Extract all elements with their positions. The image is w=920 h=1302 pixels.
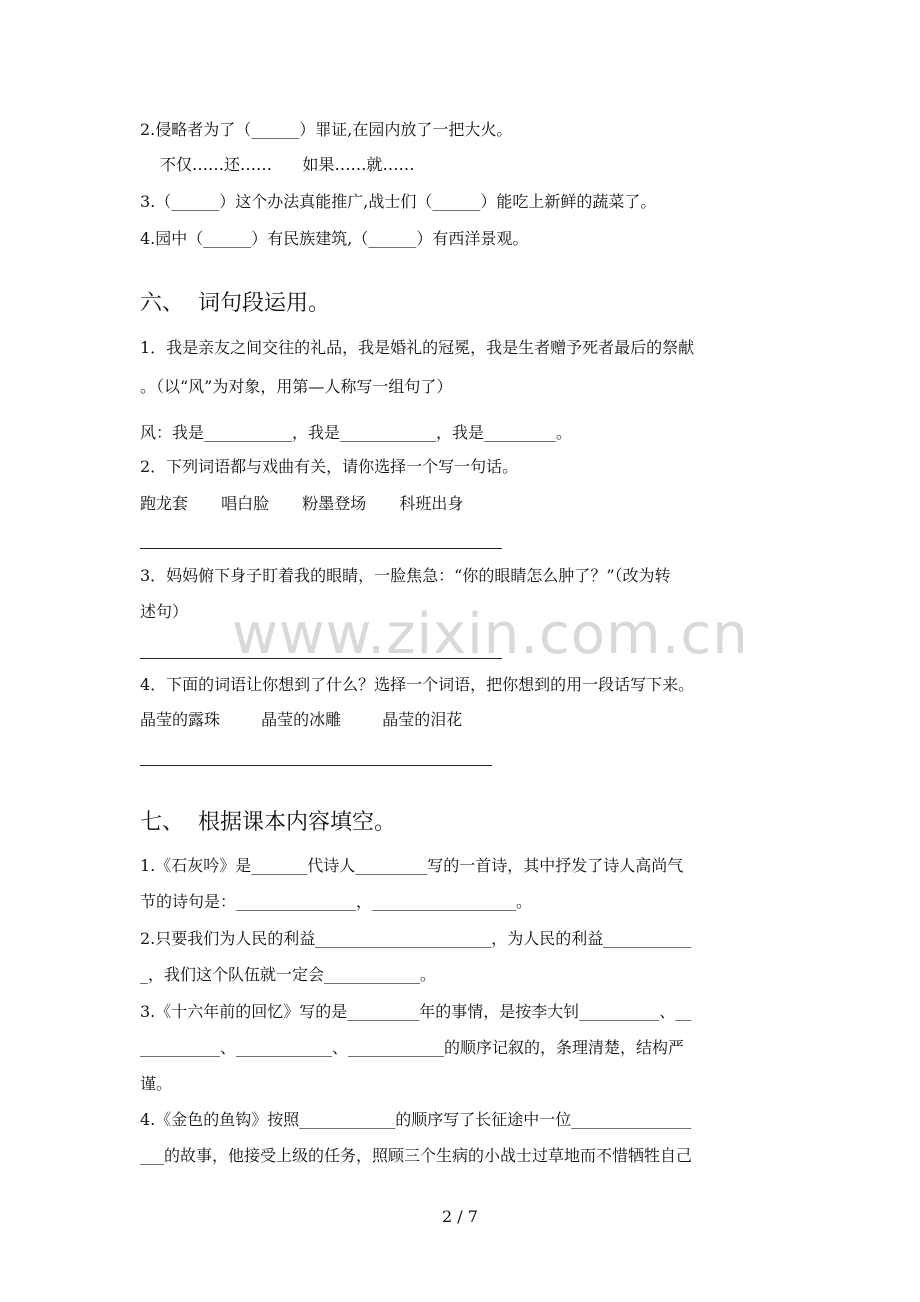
question-6-1-answer: 风：我是___________，我是____________，我是_________。	[140, 423, 573, 442]
word-item: 晶莹的冰雕	[261, 710, 342, 729]
word-item: 唱白脸	[221, 494, 270, 513]
question-5-4: 4.园中（______）有民族建筑,（______）有西洋景观。	[140, 229, 529, 248]
conjunction-options: 不仅……还…… 如果……就……	[160, 155, 415, 174]
watermark: www.zixin.com.cn	[232, 602, 749, 667]
question-5-2: 2.侵略者为了（______）罪证,在园内放了一把大火。	[140, 120, 513, 139]
question-7-3-line1: 3.《十六年前的回忆》写的是_________年的事情，是按李大钊__________、__	[140, 1002, 692, 1021]
question-7-3-line2: __________、____________、____________的顺序记叙的，条理清楚，结构严	[140, 1038, 685, 1057]
answer-line	[140, 548, 502, 549]
question-7-2-line1: 2.只要我们为人民的利益______________________，为人民的利益___________	[140, 929, 692, 948]
page-number: 2 / 7	[442, 1207, 478, 1226]
question-7-1-line1: 1.《石灰吟》是_______代诗人_________写的一首诗，其中抒发了诗人高尚气	[140, 856, 684, 875]
word-item: 晶莹的露珠	[140, 710, 221, 729]
opera-word-list	[140, 494, 491, 514]
question-7-3-line3: 谨。	[140, 1074, 173, 1093]
word-item: 跑龙套	[140, 494, 189, 513]
question-6-3-line2: 述句）	[140, 602, 189, 621]
word-item: 粉墨登场	[302, 494, 367, 513]
question-6-2: 2．下列词语都与戏曲有关，请你选择一个写一句话。	[140, 457, 519, 476]
word-item: 科班出身	[399, 494, 464, 513]
question-7-2-line2: _，我们这个队伍就一定会____________。	[140, 965, 437, 984]
crystal-word-list	[140, 710, 490, 730]
section-7-title: 七、 根据课本内容填空。	[140, 810, 396, 835]
question-7-1-line2: 节的诗句是：_______________，__________________。	[140, 892, 533, 911]
word-item: 晶莹的泪花	[382, 710, 463, 729]
answer-line	[140, 765, 492, 766]
section-6-title: 六、 词句段运用。	[140, 291, 330, 316]
question-6-3-line1: 3．妈妈俯下身子盯着我的眼睛，一脸焦急：“你的眼睛怎么肿了？”（改为转	[140, 566, 671, 585]
question-6-1-line1: 1．我是亲友之间交往的礼品，我是婚礼的冠冕，我是生者赠予死者最后的祭献	[140, 338, 695, 357]
question-6-1-line2: 。（以“风”为对象，用第—人称写一组句了）	[140, 377, 453, 396]
question-5-3: 3.（______）这个办法真能推广,战士们（______）能吃上新鲜的蔬菜了。	[140, 192, 657, 211]
question-6-4: 4．下面的词语让你想到了什么？选择一个词语，把你想到的用一段话写下来。	[140, 675, 695, 694]
question-7-4-line2: ___的故事，他接受上级的任务，照顾三个生病的小战士过草地而不惜牺牲自己	[140, 1146, 693, 1165]
question-7-4-line1: 4.《金色的鱼钩》按照____________的顺序写了长征途中一位_______________	[140, 1110, 692, 1129]
